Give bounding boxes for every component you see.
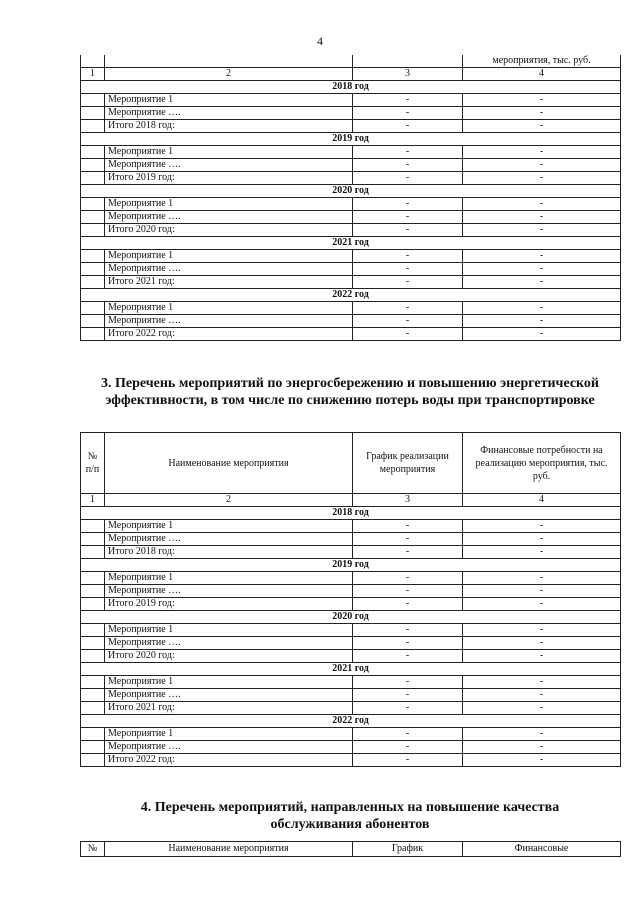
finance-cell: -: [463, 754, 621, 767]
header-schedule: График реализации мероприятия: [353, 433, 463, 494]
schedule-cell: -: [353, 585, 463, 598]
item-name-cell: Мероприятие 1: [105, 728, 353, 741]
col-number-cell: 2: [105, 68, 353, 81]
table-row: [81, 728, 621, 741]
col-number-cell: 4: [463, 68, 621, 81]
schedule-cell: -: [353, 263, 463, 276]
total-row: [81, 328, 621, 341]
num-cell: [81, 533, 105, 546]
finance-cell: -: [463, 650, 621, 663]
header-num: № п/п: [81, 433, 105, 494]
num-cell: [81, 276, 105, 289]
item-name-cell: Мероприятие 1: [105, 302, 353, 315]
finance-cell: -: [463, 146, 621, 159]
total-row: [81, 702, 621, 715]
table-row: [81, 315, 621, 328]
column-number-row: [81, 68, 621, 81]
item-name-cell: Мероприятие 1: [105, 520, 353, 533]
table-row: [81, 55, 621, 68]
year-row: [81, 715, 621, 728]
num-cell: [81, 328, 105, 341]
num-cell: [81, 224, 105, 237]
finance-cell: -: [463, 120, 621, 133]
num-cell: [81, 754, 105, 767]
schedule-cell: -: [353, 120, 463, 133]
header-cell: [353, 55, 463, 68]
section3-title: 3. Перечень мероприятий по энергосбережению и повышению энергетической эффективности, в том числе по снижению потерь воды при транспортировке: [100, 376, 600, 408]
table-row: [81, 676, 621, 689]
year-cell: 2021 год: [81, 237, 621, 250]
num-cell: [81, 689, 105, 702]
item-name-cell: Мероприятие ….: [105, 315, 353, 328]
header-row: [81, 842, 621, 857]
year-row: [81, 663, 621, 676]
table-row: [81, 585, 621, 598]
finance-cell: -: [463, 276, 621, 289]
num-cell: [81, 637, 105, 650]
section4-title: 4. Перечень мероприятий, направленных на повышение качества обслуживания абонентов: [140, 800, 560, 832]
year-row: [81, 611, 621, 624]
finance-cell: -: [463, 728, 621, 741]
header-cell-finance-tail: мероприятия, тыс. руб.: [463, 55, 621, 68]
header-name: Наименование мероприятия: [105, 433, 353, 494]
total-row: [81, 546, 621, 559]
schedule-cell: -: [353, 728, 463, 741]
total-row: [81, 172, 621, 185]
schedule-cell: -: [353, 754, 463, 767]
table-row: [81, 624, 621, 637]
year-cell: 2022 год: [81, 289, 621, 302]
table-section3: [80, 432, 621, 767]
year-cell: 2020 год: [81, 611, 621, 624]
item-name-cell: Мероприятие 1: [105, 198, 353, 211]
year-row: [81, 507, 621, 520]
finance-cell: -: [463, 159, 621, 172]
schedule-cell: -: [353, 224, 463, 237]
year-cell: 2022 год: [81, 715, 621, 728]
num-cell: [81, 585, 105, 598]
num-cell: [81, 159, 105, 172]
year-cell: 2019 год: [81, 133, 621, 146]
num-cell: [81, 676, 105, 689]
table-row: [81, 94, 621, 107]
finance-cell: -: [463, 263, 621, 276]
table-row: [81, 741, 621, 754]
year-row: [81, 237, 621, 250]
total-label-cell: Итого 2022 год:: [105, 328, 353, 341]
schedule-cell: -: [353, 533, 463, 546]
num-cell: [81, 520, 105, 533]
total-row: [81, 224, 621, 237]
table-row: [81, 520, 621, 533]
num-cell: [81, 198, 105, 211]
total-label-cell: Итого 2018 год:: [105, 120, 353, 133]
item-name-cell: Мероприятие ….: [105, 211, 353, 224]
item-name-cell: Мероприятие ….: [105, 637, 353, 650]
schedule-cell: -: [353, 572, 463, 585]
finance-cell: -: [463, 198, 621, 211]
header-schedule: График: [353, 842, 463, 857]
header-cell: [81, 55, 105, 68]
schedule-cell: -: [353, 172, 463, 185]
num-cell: [81, 211, 105, 224]
table-row: [81, 107, 621, 120]
finance-cell: -: [463, 637, 621, 650]
total-label-cell: Итого 2021 год:: [105, 702, 353, 715]
table-row: [81, 263, 621, 276]
item-name-cell: Мероприятие 1: [105, 250, 353, 263]
total-label-cell: Итого 2019 год:: [105, 172, 353, 185]
item-name-cell: Мероприятие ….: [105, 741, 353, 754]
total-label-cell: Итого 2020 год:: [105, 650, 353, 663]
schedule-cell: -: [353, 302, 463, 315]
total-row: [81, 120, 621, 133]
num-cell: [81, 146, 105, 159]
finance-cell: -: [463, 741, 621, 754]
item-name-cell: Мероприятие 1: [105, 572, 353, 585]
schedule-cell: -: [353, 94, 463, 107]
table-row: [81, 533, 621, 546]
item-name-cell: Мероприятие ….: [105, 689, 353, 702]
total-row: [81, 650, 621, 663]
num-cell: [81, 650, 105, 663]
header-name: Наименование мероприятия: [105, 842, 353, 857]
finance-cell: -: [463, 172, 621, 185]
schedule-cell: -: [353, 689, 463, 702]
year-row: [81, 185, 621, 198]
table-row: [81, 211, 621, 224]
finance-cell: -: [463, 250, 621, 263]
num-cell: [81, 172, 105, 185]
total-label-cell: Итого 2018 год:: [105, 546, 353, 559]
table-row: [81, 198, 621, 211]
table-row: [81, 250, 621, 263]
schedule-cell: -: [353, 741, 463, 754]
table-row: [81, 302, 621, 315]
item-name-cell: Мероприятие ….: [105, 107, 353, 120]
item-name-cell: Мероприятие 1: [105, 676, 353, 689]
schedule-cell: -: [353, 676, 463, 689]
schedule-cell: -: [353, 107, 463, 120]
year-cell: 2019 год: [81, 559, 621, 572]
year-cell: 2018 год: [81, 81, 621, 94]
header-cell: [105, 55, 353, 68]
finance-cell: -: [463, 624, 621, 637]
schedule-cell: -: [353, 637, 463, 650]
finance-cell: -: [463, 211, 621, 224]
schedule-cell: -: [353, 159, 463, 172]
finance-cell: -: [463, 585, 621, 598]
schedule-cell: -: [353, 702, 463, 715]
table-section4: [80, 841, 621, 857]
finance-cell: -: [463, 224, 621, 237]
schedule-cell: -: [353, 520, 463, 533]
schedule-cell: -: [353, 276, 463, 289]
item-name-cell: Мероприятие 1: [105, 94, 353, 107]
table-row: [81, 572, 621, 585]
finance-cell: -: [463, 520, 621, 533]
num-cell: [81, 250, 105, 263]
finance-cell: -: [463, 676, 621, 689]
num-cell: [81, 598, 105, 611]
num-cell: [81, 546, 105, 559]
finance-cell: -: [463, 107, 621, 120]
schedule-cell: -: [353, 146, 463, 159]
schedule-cell: -: [353, 198, 463, 211]
schedule-cell: -: [353, 546, 463, 559]
num-cell: [81, 94, 105, 107]
schedule-cell: -: [353, 211, 463, 224]
num-cell: [81, 263, 105, 276]
table-row: [81, 637, 621, 650]
year-row: [81, 559, 621, 572]
num-cell: [81, 741, 105, 754]
col-number-cell: 4: [463, 494, 621, 507]
col-number-cell: 1: [81, 494, 105, 507]
schedule-cell: -: [353, 624, 463, 637]
finance-cell: -: [463, 572, 621, 585]
schedule-cell: -: [353, 250, 463, 263]
num-cell: [81, 624, 105, 637]
header-finance: Финансовые: [463, 842, 621, 857]
num-cell: [81, 728, 105, 741]
column-number-row: [81, 494, 621, 507]
header-num: №: [81, 842, 105, 857]
table-row: [81, 159, 621, 172]
header-finance: Финансовые потребности на реализацию мероприятия, тыс. руб.: [463, 433, 621, 494]
item-name-cell: Мероприятие 1: [105, 624, 353, 637]
schedule-cell: -: [353, 650, 463, 663]
total-label-cell: Итого 2020 год:: [105, 224, 353, 237]
page-number: 4: [317, 34, 323, 48]
item-name-cell: Мероприятие 1: [105, 146, 353, 159]
year-cell: 2020 год: [81, 185, 621, 198]
item-name-cell: Мероприятие ….: [105, 533, 353, 546]
col-number-cell: 1: [81, 68, 105, 81]
total-label-cell: Итого 2022 год:: [105, 754, 353, 767]
total-row: [81, 598, 621, 611]
table-row: [81, 146, 621, 159]
num-cell: [81, 120, 105, 133]
num-cell: [81, 302, 105, 315]
schedule-cell: -: [353, 315, 463, 328]
item-name-cell: Мероприятие ….: [105, 263, 353, 276]
total-row: [81, 276, 621, 289]
item-name-cell: Мероприятие ….: [105, 585, 353, 598]
num-cell: [81, 572, 105, 585]
col-number-cell: 3: [353, 68, 463, 81]
finance-cell: -: [463, 315, 621, 328]
total-label-cell: Итого 2019 год:: [105, 598, 353, 611]
col-number-cell: 3: [353, 494, 463, 507]
finance-cell: -: [463, 689, 621, 702]
num-cell: [81, 107, 105, 120]
year-cell: 2021 год: [81, 663, 621, 676]
finance-cell: -: [463, 702, 621, 715]
year-row: [81, 133, 621, 146]
year-cell: 2018 год: [81, 507, 621, 520]
item-name-cell: Мероприятие ….: [105, 159, 353, 172]
total-row: [81, 754, 621, 767]
table-section2-continued: [80, 55, 621, 341]
col-number-cell: 2: [105, 494, 353, 507]
total-label-cell: Итого 2021 год:: [105, 276, 353, 289]
year-row: [81, 81, 621, 94]
table-row: [81, 689, 621, 702]
finance-cell: -: [463, 533, 621, 546]
schedule-cell: -: [353, 328, 463, 341]
finance-cell: -: [463, 328, 621, 341]
num-cell: [81, 702, 105, 715]
finance-cell: -: [463, 598, 621, 611]
finance-cell: -: [463, 94, 621, 107]
year-row: [81, 289, 621, 302]
num-cell: [81, 315, 105, 328]
header-row: [81, 433, 621, 494]
finance-cell: -: [463, 546, 621, 559]
finance-cell: -: [463, 302, 621, 315]
schedule-cell: -: [353, 598, 463, 611]
